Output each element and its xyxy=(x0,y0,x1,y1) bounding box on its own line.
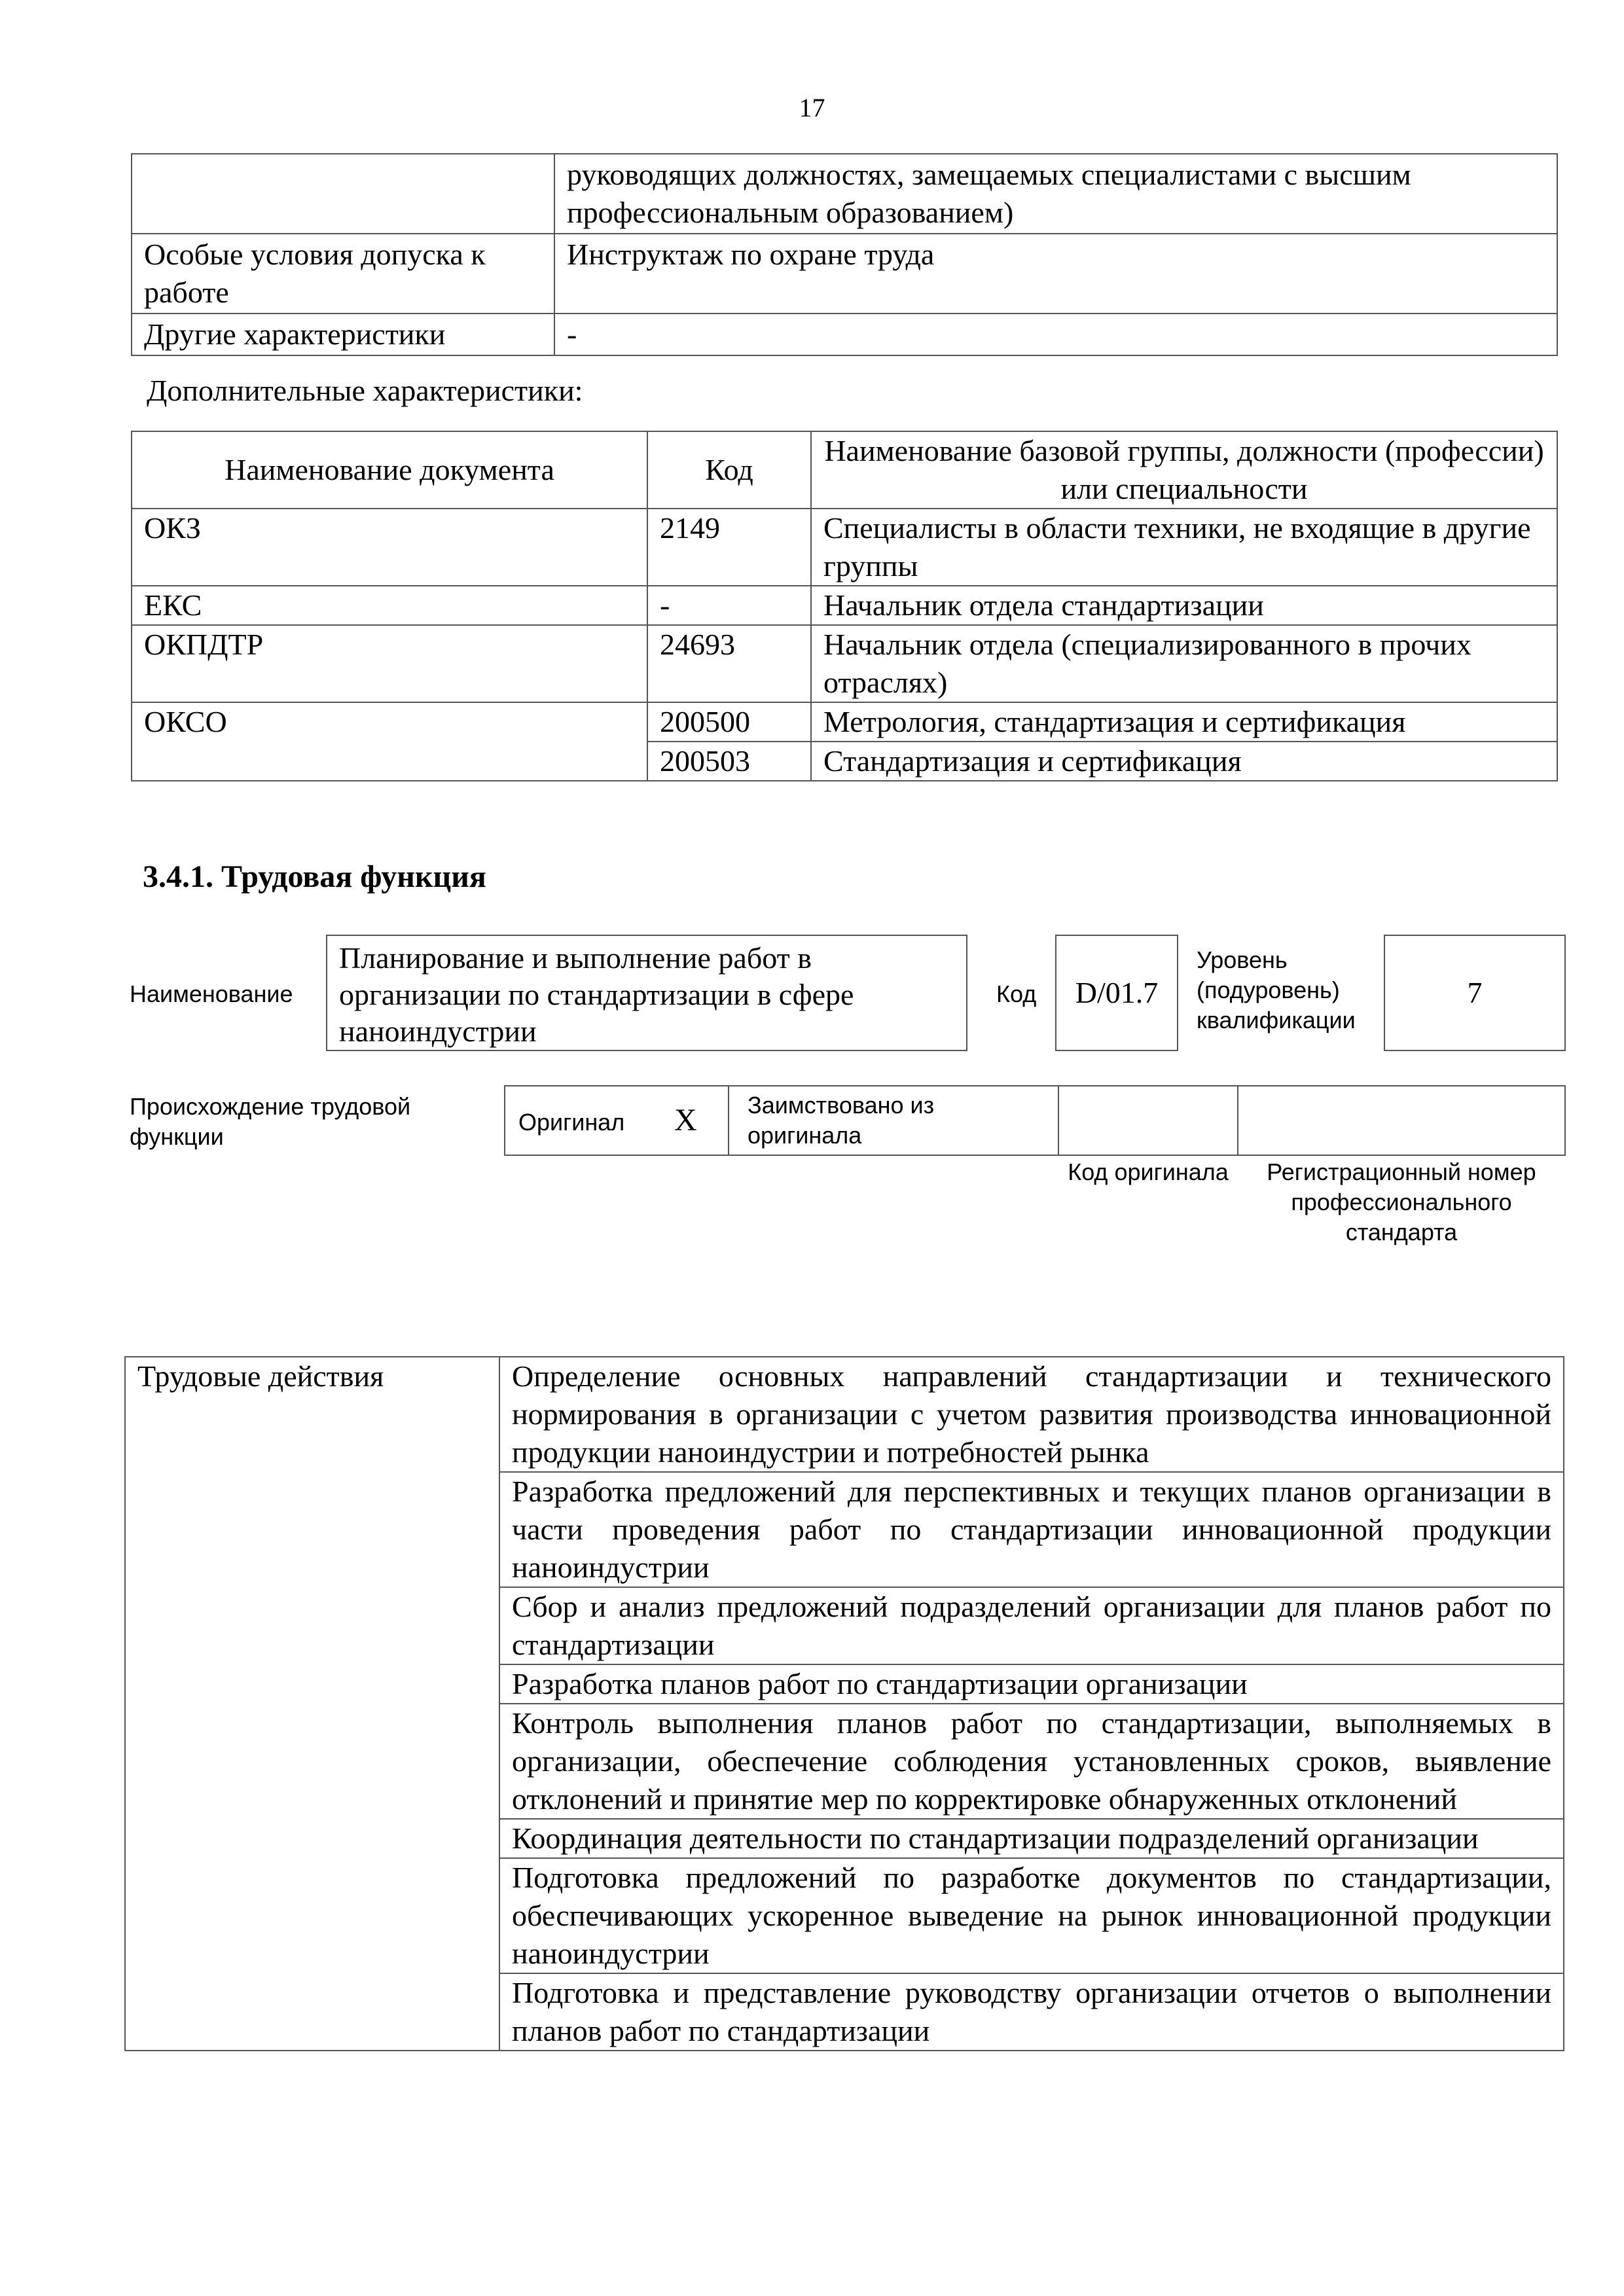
column-header: Наименование документа xyxy=(132,431,647,509)
labor-action-item: Разработка планов работ по стандартизации организации xyxy=(499,1664,1564,1704)
original-code-caption: Код оригинала xyxy=(1068,1158,1229,1185)
column-header: Код xyxy=(647,431,811,509)
borrowed-label: Заимствовано из оригинала xyxy=(748,1092,935,1149)
table-cell-value: руководящих должностях, замещаемых специалистами с высшим профессиональным образованием) xyxy=(554,154,1557,234)
table-row xyxy=(132,625,1557,702)
table-cell-value: Инструктаж по охране труда xyxy=(554,234,1557,314)
table-cell-value: - xyxy=(554,314,1557,355)
original-code-cell xyxy=(1058,1085,1238,1156)
code-cell: 24693 xyxy=(647,625,811,702)
extra-characteristics-table xyxy=(131,431,1558,781)
code-cell: - xyxy=(647,586,811,625)
original-mark: X xyxy=(674,1103,697,1138)
code-cell: 200500 xyxy=(647,702,811,742)
section-heading: 3.4.1. Трудовая функция xyxy=(143,859,486,894)
code-cell: 200503 xyxy=(647,742,811,781)
name-cell: Начальник отдела стандартизации xyxy=(811,586,1557,625)
name-cell: Стандартизация и сертификация xyxy=(811,742,1557,781)
table-cell-label: Другие характеристики xyxy=(132,314,554,355)
extra-characteristics-title: Дополнительные характеристики: xyxy=(147,374,583,407)
labor-actions-table xyxy=(124,1356,1564,2051)
qualification-conditions-table xyxy=(131,153,1558,356)
doc-cell: ОКСО xyxy=(132,702,647,781)
table-row xyxy=(132,509,1557,586)
labor-action-item: Контроль выполнения планов работ по стандартизации, выполняемых в организации, обеспечение соблюдения установленных сроков, выявление отклонений и принятие мер по корректировке обнаруженных отклонений xyxy=(499,1704,1564,1819)
function-code-box: D/01.7 xyxy=(1055,935,1178,1051)
level-label: Уровень (подуровень) квалификации xyxy=(1197,946,1356,1033)
table-cell-label: Особые условия допуска к работе xyxy=(132,234,554,314)
table-cell-label xyxy=(132,154,554,234)
table-row xyxy=(132,702,1557,742)
name-label: Наименование xyxy=(130,980,293,1007)
doc-cell: ОКЗ xyxy=(132,509,647,586)
labor-action-item: Координация деятельности по стандартизации подразделений организации xyxy=(499,1819,1564,1858)
page-number: 17 xyxy=(799,93,825,122)
borrowed-cell xyxy=(728,1085,1059,1156)
original-cell xyxy=(504,1085,729,1156)
function-name-box: Планирование и выполнение работ в организации по стандартизации в сфере наноиндустрии xyxy=(326,935,967,1051)
labor-action-item: Подготовка предложений по разработке документов по стандартизации, обеспечивающих ускоренное выведение на рынок инновационной продукции наноиндустрии xyxy=(499,1858,1564,1973)
labor-action-item: Определение основных направлений стандартизации и технического нормирования в организации с учетом развития производства инновационной продукции наноиндустрии и потребностей рынка xyxy=(499,1357,1564,1472)
name-cell: Специалисты в области техники, не входящие в другие группы xyxy=(811,509,1557,586)
doc-cell: ОКПДТР xyxy=(132,625,647,702)
table-header-row xyxy=(132,431,1557,509)
name-cell: Начальник отдела (специализированного в прочих отраслях) xyxy=(811,625,1557,702)
registration-number-cell xyxy=(1237,1085,1566,1156)
labor-action-item: Сбор и анализ предложений подразделений организации для планов работ по стандартизации xyxy=(499,1587,1564,1664)
registration-number-caption: Регистрационный номер профессионального стандарта xyxy=(1267,1158,1536,1246)
qualification-level-box: 7 xyxy=(1384,935,1566,1051)
code-cell: 2149 xyxy=(647,509,811,586)
table-row xyxy=(125,1357,1564,1472)
labor-action-item: Подготовка и представление руководству организации отчетов о выполнении планов работ по стандартизации xyxy=(499,1973,1564,2051)
table-row xyxy=(132,234,1557,314)
labor-actions-label: Трудовые действия xyxy=(125,1357,499,2051)
column-header: Наименование базовой группы, должности (профессии) или специальности xyxy=(811,431,1557,509)
table-row xyxy=(132,314,1557,355)
table-row xyxy=(132,154,1557,234)
table-row xyxy=(132,586,1557,625)
labor-action-item: Разработка предложений для перспективных и текущих планов организации в части проведения работ по стандартизации инновационной продукции наноиндустрии xyxy=(499,1472,1564,1587)
original-label: Оригинал xyxy=(518,1109,625,1136)
doc-cell: ЕКС xyxy=(132,586,647,625)
code-label: Код xyxy=(996,980,1037,1007)
name-cell: Метрология, стандартизация и сертификация xyxy=(811,702,1557,742)
origin-label: Происхождение трудовой функции xyxy=(130,1093,411,1150)
